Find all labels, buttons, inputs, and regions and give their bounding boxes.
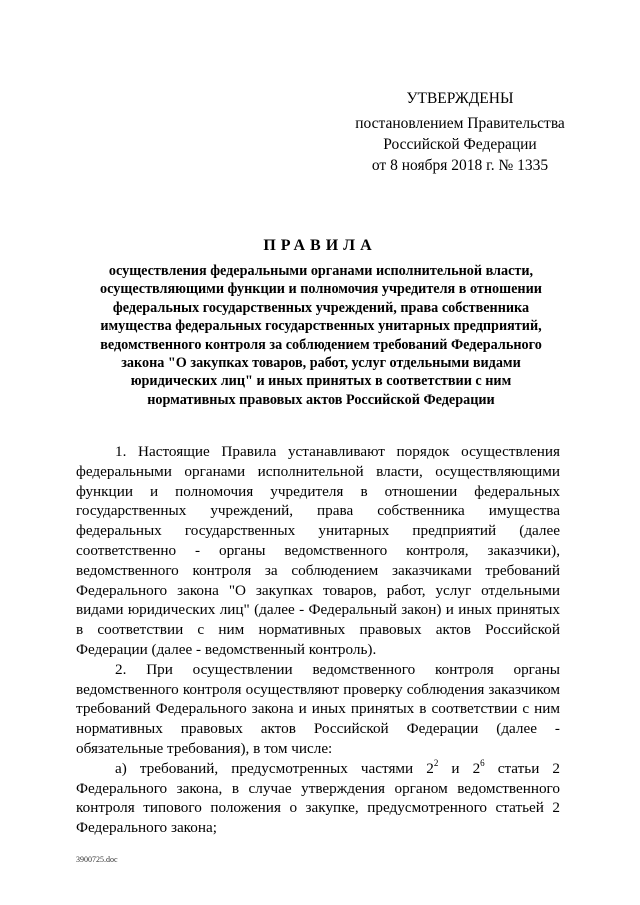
subtitle-line: закона "О закупках товаров, работ, услуг отдельными видами <box>121 355 521 372</box>
subtitle-line: ведомственного контроля за соблюдением требований Федерального <box>100 336 542 353</box>
paragraph-2a <box>76 759 560 838</box>
approval-line: от 8 ноября 2018 г. № 1335 <box>371 157 549 174</box>
document-title: ПРАВИЛА <box>263 237 377 254</box>
paragraph-2a-text: статьи 2 Федерального закона, в случае утверждения органом ведомственного контроля типового положения о закупке, предусмотренного статьей 2 Федерального закона; <box>76 759 560 837</box>
subtitle-line: нормативных правовых актов Российской Федерации <box>147 391 495 408</box>
subtitle-line: осуществляющими функции и полномочия учредителя в отношении <box>100 281 542 298</box>
subtitle-line: имущества федеральных государственных унитарных предприятий, <box>100 318 542 335</box>
approval-line: постановлением Правительства <box>355 115 565 132</box>
superscript: 2 <box>433 757 439 768</box>
document-body <box>76 442 560 838</box>
paragraph-2a-text: а) требований, предусмотренных частями 2 <box>115 759 434 777</box>
paragraph-1: 1. Настоящие Правила устанавливают порядок осуществления федеральными органами исполнительной власти, осуществляющими функции и полномочия учредителя в отношении федеральных государственных учреждений, права собственника имущества федеральных государственных унитарных предприятий (далее соответственно - органы ведомственного контроля, заказчики), ведомственного контроля за соблюдением заказчиками требований Федерального закона "О закупках товаров, работ, услуг отдельными видами юридических лиц" (далее - Федеральный закон) и иных принятых в соответствии с ним нормативных правовых актов Российской Федерации (далее - ведомственный контроль). <box>76 443 560 658</box>
subtitle-line: федеральных государственных учреждений, права собственника <box>112 299 530 316</box>
paragraph-2: 2. При осуществлении ведомственного контроля органы ведомственного контроля осуществляют проверку соблюдения заказчиком требований Федерального закона и иных принятых в соответствии с ним нормативных правовых актов Российской Федерации (далее - обязательные требования), в том числе: <box>76 660 560 757</box>
paragraph-2a-text: и 2 <box>438 759 481 777</box>
file-name-footer: 3900725.doc <box>76 855 118 864</box>
subtitle-line: осуществления федеральными органами исполнительной власти, <box>108 263 534 279</box>
approval-heading: УТВЕРЖДЕНЫ <box>406 90 514 107</box>
superscript: 6 <box>480 757 485 768</box>
subtitle-line: юридических лиц" и иных принятых в соответствии с ним <box>130 373 512 390</box>
approval-block <box>340 88 580 176</box>
approval-line: Российской Федерации <box>383 136 537 153</box>
document-subtitle <box>76 262 566 409</box>
